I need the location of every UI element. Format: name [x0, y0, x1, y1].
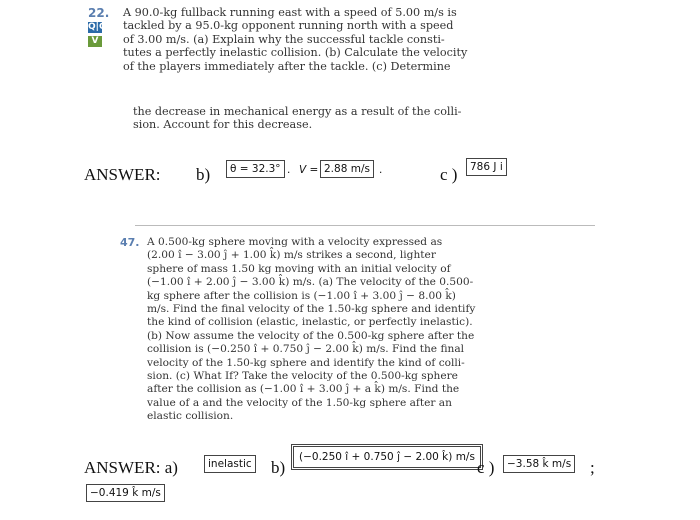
energy-answer-box: 786 J i: [466, 158, 507, 176]
answer-label-1: ANSWER:: [84, 165, 161, 184]
k-component-box: −3.58 k̂ m/s: [503, 455, 575, 473]
problem-line: (b) Now assume the velocity of the 0.500-kg sphere after the: [147, 329, 475, 342]
problem-line: A 90.0-kg fullback running east with a speed of 5.00 m/s is: [123, 6, 457, 19]
problem-line: m/s. Find the final velocity of the 1.50-kg sphere and identify: [147, 303, 476, 316]
semicolon: ;: [590, 458, 595, 477]
answer-b-label-2: b): [271, 458, 286, 477]
answer-c-label-1: c ): [440, 165, 458, 184]
velocity-label: V =: [299, 164, 319, 176]
problem-22-continuation: [133, 105, 593, 132]
problem-line: collision is (−0.250 î + 0.750 ĵ − 2.00 k̂) m/s. Find the final: [147, 343, 465, 356]
answer-label-2: ANSWER: a): [84, 458, 178, 477]
cropped-text-divider: [135, 225, 595, 232]
collision-type-box: inelastic: [204, 455, 256, 473]
problem-number-47: 47.: [120, 236, 140, 249]
problem-line: the kind of collision (elastic, inelastic, or perfectly inelastic).: [147, 316, 473, 329]
problem-line: sphere of mass 1.50 kg moving with an initial velocity of: [147, 262, 451, 275]
final-velocity-box: −0.419 k̂ m/s: [86, 484, 165, 502]
problem-line: of the players immediately after the tackle. (c) Determine: [123, 59, 451, 73]
angle-answer-box: θ = 32.3°: [226, 160, 285, 178]
problem-line: elastic collision.: [147, 410, 234, 423]
problem-line: tutes a perfectly inelastic collision. (b) Calculate the velocity: [123, 46, 468, 60]
badge-qc: Q|C: [88, 22, 106, 32]
problem-line: sion. (c) What If? Take the velocity of the 0.500-kg sphere: [147, 370, 458, 383]
period-1: .: [287, 164, 291, 176]
problem-22-text: [123, 6, 601, 73]
problem-line: A 0.500-kg sphere moving with a velocity expressed as: [147, 236, 443, 248]
problem-line: (−1.00 î + 2.00 ĵ − 3.00 k̂) m/s. (a) The velocity of the 0.500-: [147, 276, 474, 289]
problem-47-text: [147, 236, 595, 424]
problem-number-22: 22.: [88, 6, 110, 20]
speed-answer-box: 2.88 m/s: [320, 160, 374, 178]
problem-line: of 3.00 m/s. (a) Explain why the successful tackle consti-: [123, 32, 445, 46]
problem-line: value of a and the velocity of the 1.50-kg sphere after an: [147, 396, 452, 409]
problem-line: (2.00 î − 3.00 ĵ + 1.00 k̂) m/s strikes a second, lighter: [147, 249, 436, 262]
problem-line: after the collision as (−1.00 î + 3.00 ĵ + a k̂) m/s. Find the: [147, 383, 460, 396]
problem-line: kg sphere after the collision is (−1.00 î + 3.00 ĵ − 8.00 k̂): [147, 289, 456, 302]
answer-c-label-2: c ): [477, 458, 495, 477]
problem-line: velocity of the 1.50-kg sphere and identify the kind of colli-: [147, 356, 465, 369]
velocity-vector-box: (−0.250 î + 0.750 ĵ − 2.00 k̂) m/s: [291, 444, 483, 470]
problem-line: the decrease in mechanical energy as a result of the colli-: [133, 105, 462, 118]
problem-line: tackled by a 95.0-kg opponent running north with a speed: [123, 19, 454, 33]
badge-v: V: [88, 36, 102, 47]
problem-line: sion. Account for this decrease.: [133, 118, 313, 132]
answer-b-label-1: b): [196, 165, 211, 184]
period-2: .: [379, 164, 383, 176]
